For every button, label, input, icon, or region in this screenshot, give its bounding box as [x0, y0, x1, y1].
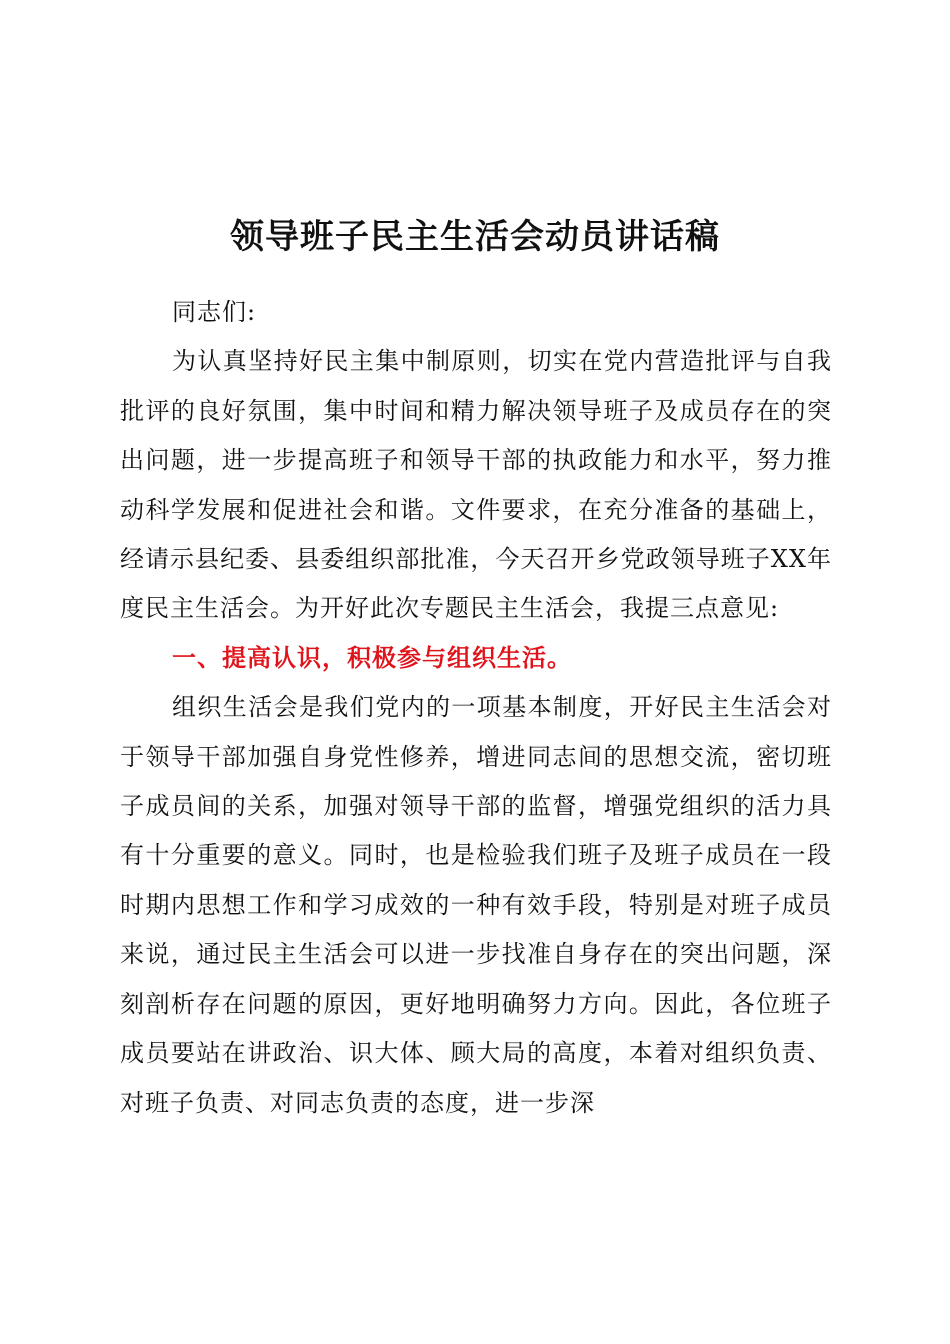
document-body	[120, 288, 832, 1128]
section-heading-1: 一、提高认识，积极参与组织生活。	[172, 643, 572, 672]
salutation: 同志们:	[172, 298, 257, 326]
paragraph-intro: 为认真坚持好民主集中制原则，切实在党内营造批评与自我批评的良好氛围，集中时间和精力解决领导班子及成员存在的突出问题，进一步提高班子和领导干部的执政能力和水平，努力推动科学发展和促进社会和谐。文件要求，在充分准备的基础上，经请示县纪委、县委组织部批准，今天召开乡党政领导班子XX年度民主生活会。为开好此次专题民主生活会，我提三点意见:	[120, 347, 832, 623]
paragraph-section-1: 组织生活会是我们党内的一项基本制度，开好民主生活会对于领导干部加强自身党性修养，增进同志间的思想交流，密切班子成员间的关系，加强对领导干部的监督，增强党组织的活力具有十分重要的意义。同时，也是检验我们班子及班子成员在一段时期内思想工作和学习成效的一种有效手段，特别是对班子成员来说，通过民主生活会可以进一步找准自身存在的突出问题，深刻剖析存在问题的原因，更好地明确努力方向。因此，各位班子成员要站在讲政治、识大体、顾大局的高度，本着对组织负责、对班子负责、对同志负责的态度，进一步深	[120, 693, 832, 1117]
document-title: 领导班子民主生活会动员讲话稿	[230, 217, 720, 257]
